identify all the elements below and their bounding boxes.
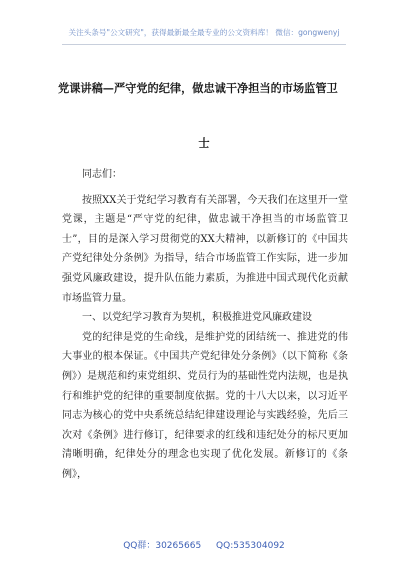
footer-qq: QQ:535304092 — [216, 541, 285, 551]
header-divider — [62, 44, 346, 45]
section-heading-1: 一、以党纪学习教育为契机，积极推进党风廉政建设 — [82, 312, 312, 324]
salutation: 同志们： — [82, 169, 122, 180]
document-body — [62, 165, 348, 485]
title-line-2: 士 — [198, 136, 210, 150]
footer-qq-group: QQ群：30265665 — [123, 541, 202, 551]
document-title — [58, 78, 350, 154]
paragraph-intro: 按照XX关于党纪学习教育有关部署，今天我们在这里开一堂党课，主题是“严守党的纪律，做忠诚干净担当的市场监管卫士”，目的是深入学习贯彻党的XX大精神，以新修订的《中国共产党纪律处分条例》为指导，结合市场监管工作实际，进一步加强党风廉政建设，提升队伍能力素质，为推进中国式现代化贡献市场监管力量。 — [62, 194, 348, 304]
paragraph-discipline: 党的纪律是党的生命线，是维护党的团结统一、推进党的伟大事业的根本保证。《中国共产党纪律处分条例》（以下简称《条例》）是规范和约束党组织、党员行为的基础性党内法规，也是执行和维护党的纪律的重要制度依据。党的十八大以来，以习近平同志为核心的党中央系统总结纪律建设理论与实践经验，先后三次对《条例》进行修订，纪律要求的红线和违纪处分的标尺更加清晰明确，纪律处分的理念也实现了优化发展。新修订的《条例》， — [62, 331, 348, 480]
title-line-1: 党课讲稿—严守党的纪律，做忠诚干净担当的市场监管卫 — [58, 81, 338, 95]
footer-contact — [0, 538, 408, 551]
header-note: 关注头条号"公文研究"，获得最新最全最专业的公文资料库！ 微信：gongwenyj — [68, 28, 340, 37]
